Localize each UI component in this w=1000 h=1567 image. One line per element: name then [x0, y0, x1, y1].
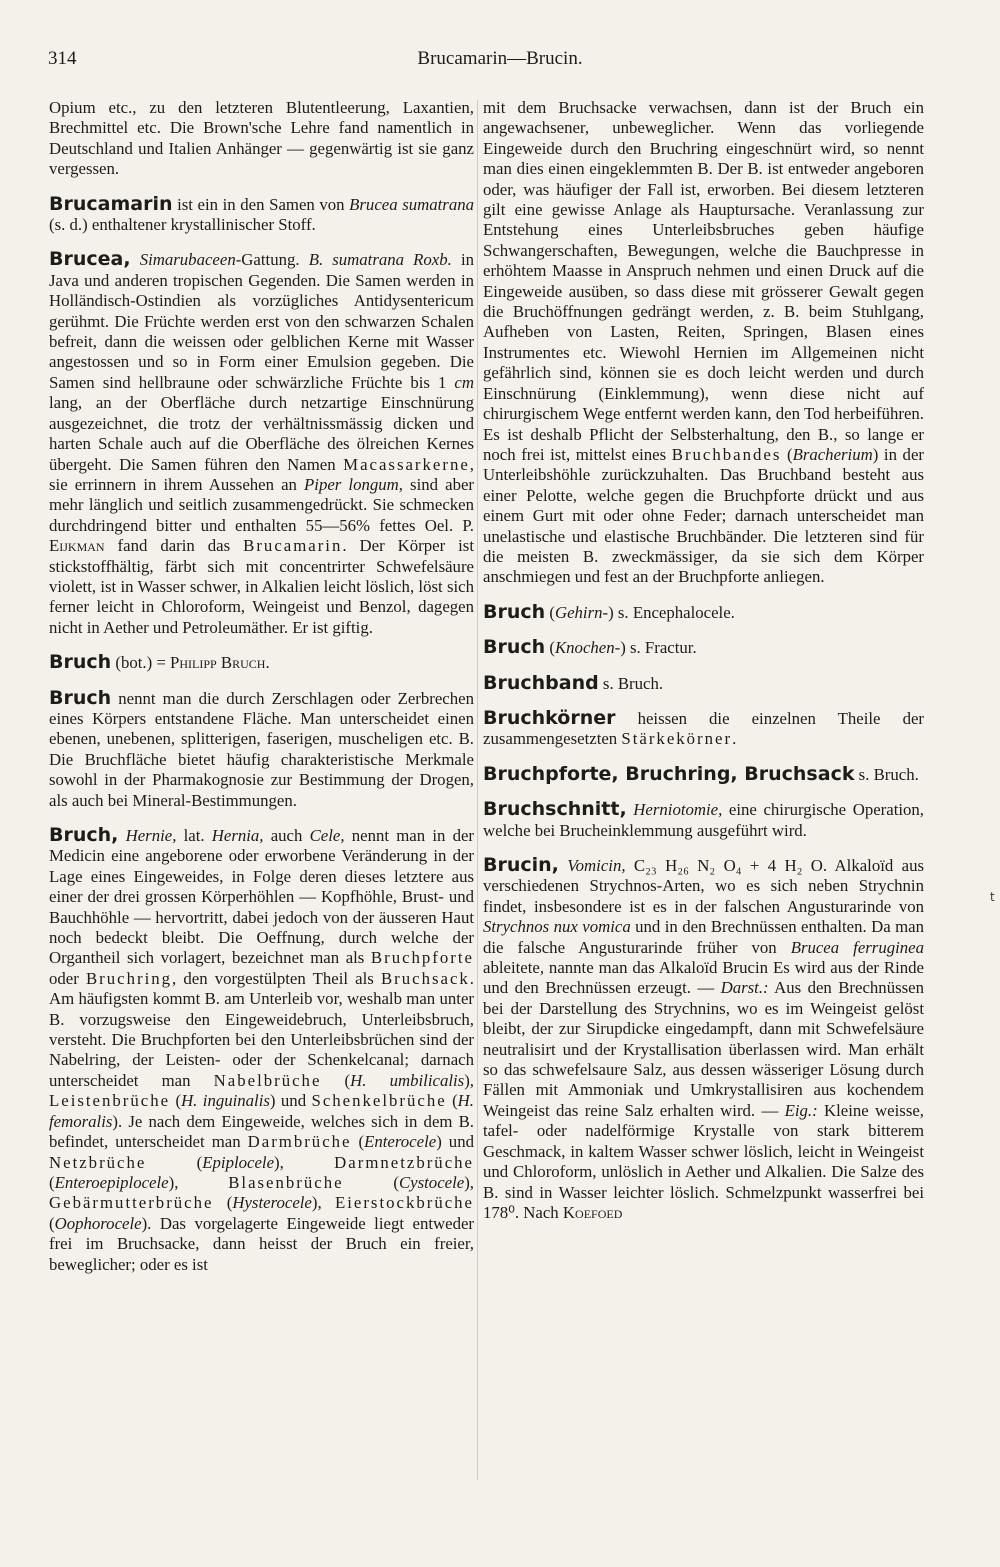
entry-brucamarin: Brucamarin ist ein in den Samen von Brucea sumatrana (s. d.) enthaltener krystallinischer Stoff. [49, 192, 474, 235]
headword: Bruchpforte, Bruchring, Bruchsack [483, 762, 855, 785]
headword: Bruch [49, 651, 112, 674]
margin-mark: t [990, 890, 995, 904]
running-title: Brucamarin—Brucin. [417, 48, 583, 69]
headword: Bruch [483, 600, 546, 623]
headword: Bruch [483, 636, 546, 659]
entry-bruchschnitt: Bruchschnitt, Herniotomie, eine chirurgische Operation, welche bei Brucheinklemmung ausgeführt wird. [483, 798, 925, 840]
headword: Brucea, [49, 248, 131, 271]
headword: Bruch, [49, 824, 119, 846]
right-column [483, 98, 924, 1226]
headword: Brucin, [483, 854, 559, 876]
entry-bruch-hernie: Bruch, Hernie, lat. Hernia, auch Cele, nennt man in der Medicin eine angeborene oder erworbene Veränderung in der Lage eines Eingeweides, in Folge deren dieses letztere aus einer der drei grossen Körperhöhlen — Kopfhöhle, Brust- und Bauchhöhle — hervortritt, dabei jedoch von der äusseren Haut noch bedeckt bleibt. Die Oeffnung, durch welche der Organtheil sich vorlagert, bezeichnet man als Bruchpforte oder Bruchring, den vorgestülpten Theil als Bruchsack. Am häufigsten kommt B. am Unterleib vor, weshalb man unter B. vorzugsweise den Eingeweidebruch, Unterleibsbruch, versteht. Die Bruchpforten bei den Unterleibsbrüchen sind der Nabelring, der Leisten- oder der Schenkelcanal; darnach unterscheidet man Nabelbrüche (H. umbilicalis), Leistenbrüche (H. inguinalis) und Schenkelbrüche (H. femoralis). Je nach dem Eingeweide, welches sich in dem B. befindet, unterscheidet man Darmbrüche (Enterocele) und Netzbrüche (Epiplocele), Darmnetzbrüche (Enteroepiplocele), Blasenbrüche (Cystocele), Gebärmutterbrüche (Hysterocele), Eierstockbrüche (Oophorocele). Das vorgelagerte Eingeweide liegt entweder frei im Bruchsacke, dann heisst der Bruch ein freier, beweglicher; oder es ist [49, 824, 475, 1274]
page-header [48, 48, 952, 74]
entry-bruchkoerner: Bruchkörner heissen die einzelnen Theile der zusammengesetzten Stärkekörner. [483, 706, 924, 749]
column-divider [477, 100, 478, 1480]
headword: Brucamarin [49, 192, 173, 215]
headword: Bruchband [483, 671, 599, 694]
headword: Bruch [49, 686, 112, 709]
entry-bruch-bot: Bruch (bot.) = Philipp Bruch. [49, 651, 270, 674]
headword: Bruchkörner [483, 706, 616, 729]
entry-bruchband: Bruchband s. Bruch. [483, 671, 664, 694]
headword: Bruchschnitt, [483, 798, 627, 821]
entry-opium-continuation: Opium etc., zu den letzteren Blutentleerung, Laxantien, Brechmittel etc. Die Brown'sche Lehre fand namentlich in Deutschland und Italien Anhänger — gegenwärtig ist sie ganz vergessen. [49, 98, 474, 179]
left-column [49, 98, 474, 1278]
page-number: 314 [48, 48, 77, 69]
entry-brucea: Brucea, Simarubaceen-Gattung. B. sumatrana Roxb. in Java und anderen tropischen Gegenden. Die Samen werden in Holländisch-Ostindien als vorzügliches Antidysentericum gerühmt. Die Früchte werden erst von den schwarzen Schalen befreit, dann die weissen oder gelblichen Kerne mit Wasser angestossen und so in Form einer Emulsion gegeben. Die Samen sind hellbraune oder schwärzliche Früchte bis 1 cm lang, an der Oberfläche durch netzartige Einschnürung ausgezeichnet, die trotz der verhältnissmässig dicken und harten Schale auch auf die Oberfläche des ölreichen Kernes übergeht. Die Samen führen den Namen Macassarkerne, sie errinnern in ihrem Aussehen an Piper longum, sind aber mehr länglich und seitlich zusammengedrückt. Sie schmecken durchdringend bitter und enthalten 55—56% fettes Oel. P. Eijkman fand darin das Brucamarin. Der Körper ist stickstoffhältig, färbt sich mit concentrirter Schwefelsäure violett, ist in Wasser schwer, in Alkalien leicht löslich, löst sich ferner leicht in Chloroform, Weingeist und Benzol, dagegen nicht in Aether und Petroleumäther. Er ist giftig. [49, 248, 475, 637]
entry-bruchpforte: Bruchpforte, Bruchring, Bruchsack s. Bruch. [483, 762, 919, 785]
entry-bruch-gehirn: Bruch (Gehirn-) s. Encephalocele. [483, 600, 735, 623]
entry-brucin: Brucin, Vomicin, C₂₃ H₂₆ N₂ O₄ + 4 H₂ O. Alkaloïd aus verschiedenen Strychnos-Arten, wo es sich neben Strychnin findet, insbesondere ist es in der falschen Angusturarinde von Strychnos nux vomica und in den Brechnüssen enthalten. Da man die falsche Angusturarinde früher von Brucea ferruginea ableitete, nannte man das Alkaloïd Brucin Es wird aus der Rinde und den Brechnüssen erzeugt. — Darst.: Aus den Brechnüssen bei der Darstellung des Strychnins, wo es im Weingeist gelöst bleibt, der zur Sirupdicke eingedampft, dann mit Schwefelsäure neutralisirt und der Krystallisation überlassen wird. Man erhält so das schwefelsaure Salz, aus dessen wässeriger Lösung durch Fällen mit Ammoniak und Umkrystallisiren aus kochendem Weingeist das reine Salz erhalten wird. — Eig.: Kleine weisse, tafel- oder nadelförmige Krystalle von stark bitterem Geschmack, in kaltem Wasser schwer löslich, leicht in Weingeist und Chloroform, unlöslich in Aether und Alkalien. Die Salze des B. sind in Wasser leichter löslich. Schmelzpunkt wasserfrei bei 178⁰. Nach Koefoed [483, 854, 925, 1222]
entry-bruch-knochen: Bruch (Knochen-) s. Fractur. [483, 636, 697, 659]
entry-bruch-continuation: mit dem Bruchsacke verwachsen, dann ist der Bruch ein angewachsener, unbeweglicher. Wenn das vorliegende Eingeweide durch den Bruchring eingeschnürt wird, so nennt man dies einen eingeklemmten B. Der B. ist entweder angeboren oder, was häufiger der Fall ist, erworben. Bei diesem letzteren gilt eine gewisse Anlage als Hauptursache. Veranlassung zur Entstehung eines Unterleibsbruches geben häufige Schwangerschaften, Bewegungen, welche die Bauchpresse in erhöhtem Maasse in Anspruch nehmen und einen Druck auf die Eingeweide ausüben, so dass diese mit grösserer Gewalt gegen die Bruchöffnungen gedrängt werden, z. B. beim Stuhlgang, Aufheben von Lasten, Reiten, Springen, Blasen eines Instrumentes etc. Wiewohl Hernien im Allgemeinen nicht gefährlich sind, können sie es doch leicht werden und durch Einschnürung (Einklemmung), wenn diese nicht auf chirurgischem Wege entfernt werden kann, den Tod herbeiführen. Es ist deshalb Pflicht der Selbsterhaltung, den B., so lange er noch frei ist, mittelst eines Bruchbandes (Bracherium) in der Unterleibshöhle zurückzuhalten. Das Bruchband besteht aus einer Pelotte, welche gegen die Bruchpforte drückt und aus einem Gurt mit oder ohne Feder; darnach unterscheidet man unelastische und elastische Bruchbänder. Die letzteren sind für die meisten B. zweckmässiger, da sie sich dem Körper anschmiegen und fest an der Bruchpforte anliegen. [483, 98, 924, 587]
entry-bruch-flaeche: Bruch nennt man die durch Zerschlagen oder Zerbrechen eines Körpers entstandene Fläche. Man unterscheidet einen ebenen, unebenen, splitterigen, faserigen, muscheligen etc. B. Die Bruchfläche bietet häufig charakteristische Merkmale sowohl in der Pharmakognosie zur Bestimmung der Drogen, als auch bei Mineral-Bestimmungen. [49, 686, 474, 810]
